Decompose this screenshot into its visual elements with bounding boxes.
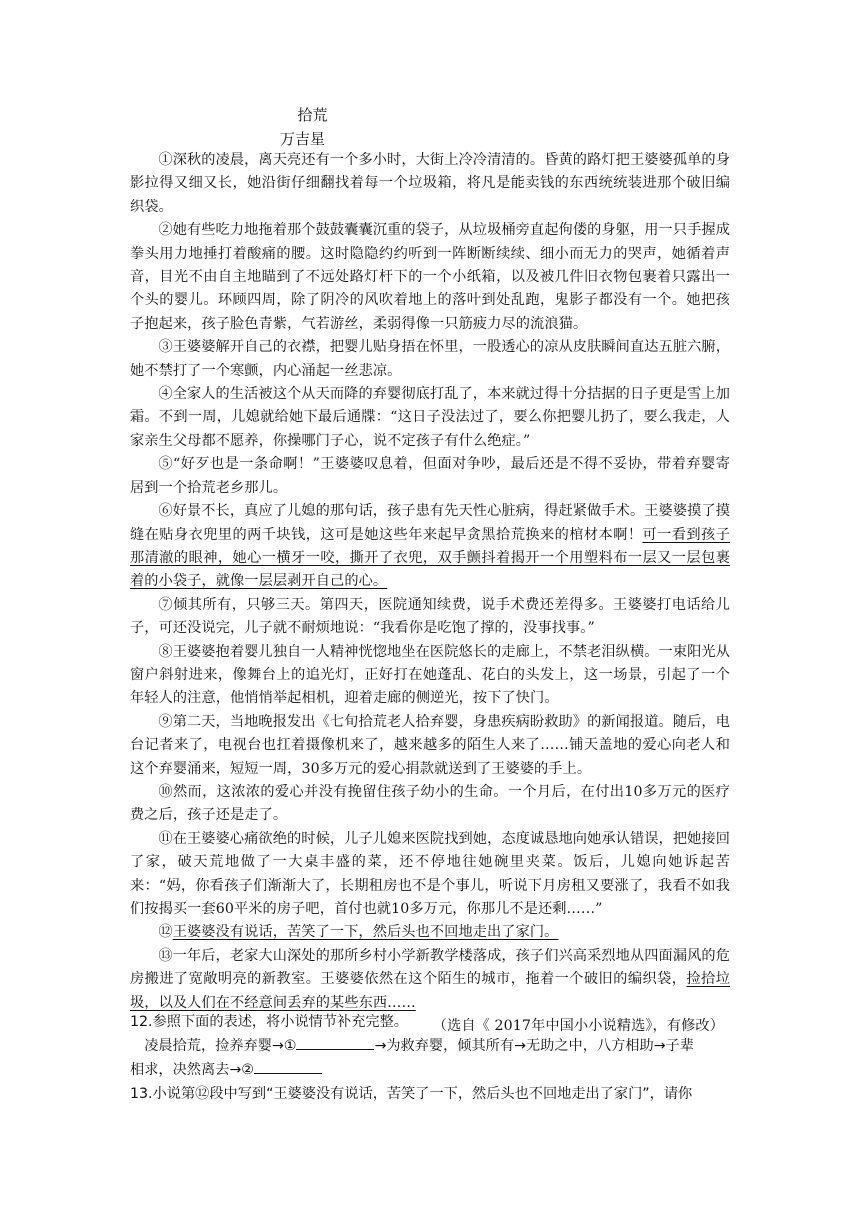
paragraph-8: ⑧王婆婆抱着婴儿独自一人精神恍惚地坐在医院悠长的走廊上，不禁老泪纵横。一束阳光从窗户斜射进来，像舞台上的追光灯，正好打在她蓬乱、花白的头发上，这一场景，引起了一个年轻人的注意，他悄悄举起相机，迎着走廊的侧逆光，按下了快门。 <box>130 643 730 707</box>
paragraph-12: ⑫王婆婆没有说话，苦笑了一下，然后头也不回地走出了家门。 <box>158 924 559 941</box>
paragraph-2: ②她有些吃力地拖着那个鼓鼓囊囊沉重的袋子，从垃圾桶旁直起佝偻的身躯，用一只手握成拳头用力地捶打着酸痛的腰。这时隐隐约约听到一阵断断续续、细小而无力的哭声，她循着声音，目光不由自主地瞄到了不远处路灯杆下的一个小纸箱，以及被几件旧衣物包裹着只露出一个头的婴儿。环顾四周，除了阴冷的风吹着地上的落叶到处乱跑，鬼影子都没有一个。她把孩子抱起来，孩子脸色青紫，气若游丝，柔弱得像一只筋疲力尽的流浪猫。 <box>130 222 730 332</box>
paragraph-13: ⑬一年后，老家大山深处的那所乡村小学新教学楼落成，孩子们兴高采烈地从四面漏风的危房搬进了宽敞明亮的新教室。王婆婆依然在这个陌生的城市，拖着一个破旧的编织袋，捡拾垃圾，以及人们在不经意间丢弃的某些东西…… <box>130 947 730 1011</box>
answer-blank-2[interactable] <box>254 1059 322 1074</box>
paragraph-3: ③王婆婆解开自己的衣襟，把婴儿贴身捂在怀里，一股透心的凉从皮肤瞬间直达五脏六腑，她不禁打了一个寒颤，内心涌起一丝悲凉。 <box>130 339 730 379</box>
paragraph-4: ④全家人的生活被这个从天而降的弃婴彻底打乱了，本来就过得十分拮据的日子更是雪上加霜。不到一周，儿媳就给她下最后通牒：“这日子没法过了，要么你把婴儿扔了，要么我走，人家亲生父母都不愿养，你操哪门子心，说不定孩子有什么绝症。” <box>130 386 730 449</box>
question-12-plot-line-2: 相求，决然离去→② <box>130 1058 730 1082</box>
questions-section <box>130 1010 730 1106</box>
underlined-sentence: 王婆婆没有说话，苦笑了一下，然后头也不回地走出了家门。 <box>172 924 559 941</box>
question-12: 12.参照下面的表述，将小说情节补充完整。 <box>130 1014 408 1030</box>
underlined-sentence: 可一看到孩子那清澈的眼神，她心一横牙一咬，撕开了衣兜，双手颤抖着揭开一个用塑料布一层又一层包裹着的小袋子，就像一层层剥开自己的心。 <box>130 526 730 590</box>
paragraph-6: ⑥好景不长，真应了儿媳的那句话，孩子患有先天性心脏病，得赶紧做手术。王婆婆摸了摸缝在贴身衣兜里的两千块钱，这可是她这些年来起早贪黑拾荒换来的棺材本啊！可一看到孩子那清澈的眼神，她心一横牙一咬，撕开了衣兜，双手颤抖着揭开一个用塑料布一层又一层包裹着的小袋子，就像一层层剥开自己的心。 <box>130 503 730 590</box>
question-13: 13.小说第⑫段中写到“王婆婆没有说话，苦笑了一下，然后头也不回地走出了家门”，请你 <box>130 1086 693 1102</box>
paragraph-9: ⑨第二天，当地晚报发出《七旬拾荒老人拾弃婴，身患疾病盼救助》的新闻报道。随后，电台记者来了，电视台也扛着摄像机来了，越来越多的陌生人来了……铺天盖地的爱心向老人和这个弃婴涌来，短短一周，30多万元的爱心捐款就送到了王婆婆的手上。 <box>130 713 730 777</box>
question-12-plot-line: 凌晨拾荒，捡养弃婴→① →为救弃婴，倾其所有→无助之中，八方相助→子辈 <box>130 1034 730 1058</box>
underlined-sentence: 捡拾垃圾，以及人们在不经意间丢弃的某些东西…… <box>130 971 730 1011</box>
story-body <box>130 149 730 1038</box>
paragraph-1: ①深秋的凌晨，离天亮还有一个多小时，大街上冷冷清清的。昏黄的路灯把王婆婆孤单的身影拉得又细又长，她沿街仔细翻找着每一个垃圾箱，将凡是能卖钱的东西统统装进那个破旧编织袋。 <box>130 152 730 215</box>
story-title: 拾荒 <box>297 106 328 124</box>
paragraph-5: ⑤“好歹也是一条命啊！”王婆婆叹息着，但面对争吵，最后还是不得不妥协，带着弃婴寄居到一个拾荒老乡那儿。 <box>130 456 730 496</box>
paragraph-7: ⑦倾其所有，只够三天。第四天，医院通知续费，说手术费还差得多。王婆婆打电话给儿子，可还没说完，儿子就不耐烦地说：“我看你是吃饱了撑的，没事找事。” <box>130 596 730 637</box>
paragraph-11: ⑪在王婆婆心痛欲绝的时候，儿子儿媳来医院找到她，态度诚恳地向她承认错误，把她接回了家，破天荒地做了一大桌丰盛的菜，还不停地往她碗里夹菜。饭后，儿媳向她诉起苦来：“妈，你看孩子们渐渐大了，长期租房也不是个事儿，听说下月房租又要涨了，我看不如我们按揭买一套60平米的房子吧，首付也就10多万元，你那儿不是还剩……” <box>130 830 730 917</box>
source-note: （选自《 2017年中国小小说精选》，有修改） <box>432 1018 724 1035</box>
paragraph-10: ⑩然而，这浓浓的爱心并没有挽留住孩子幼小的生命。一个月后，在付出10多万元的医疗费之后，孩子还是走了。 <box>130 783 730 824</box>
story-author: 万吉星 <box>279 130 325 148</box>
answer-blank-1[interactable] <box>296 1035 374 1050</box>
